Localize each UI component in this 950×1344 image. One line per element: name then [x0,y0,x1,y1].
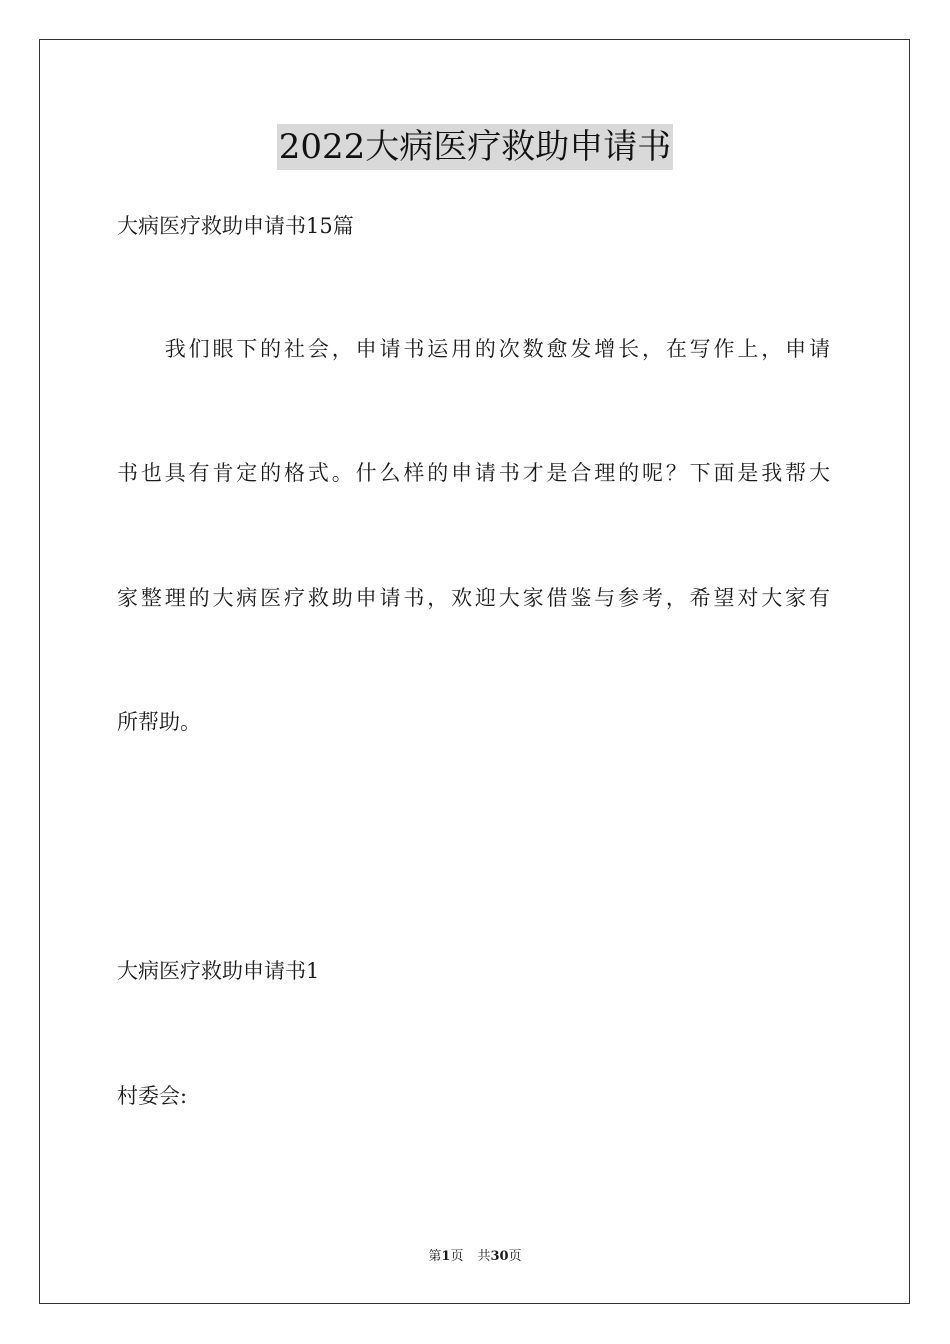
footer-total-suffix: 页 [508,1249,522,1264]
footer-total-prefix: 共 [477,1249,491,1264]
title-container [0,124,950,170]
page-footer [0,1248,950,1266]
document-title: 2022大病医疗救助申请书 [277,124,674,170]
footer-page-suffix: 页 [450,1249,464,1264]
footer-page-number: 1 [441,1249,451,1264]
section-heading: 大病医疗救助申请书1 [117,959,320,983]
intro-line-4: 所帮助。 [117,710,201,734]
document-subtitle: 大病医疗救助申请书15篇 [117,214,354,238]
intro-line-2: 书也具有肯定的格式。什么样的申请书才是合理的呢？下面是我帮大 [117,461,830,485]
footer-total-pages: 30 [490,1249,509,1264]
salutation: 村委会: [117,1084,188,1108]
footer-page-prefix: 第 [428,1249,442,1264]
intro-line-3: 家整理的大病医疗救助申请书，欢迎大家借鉴与参考，希望对大家有 [117,586,830,610]
intro-line-1: 我们眼下的社会，申请书运用的次数愈发增长，在写作上，申请 [117,337,830,361]
